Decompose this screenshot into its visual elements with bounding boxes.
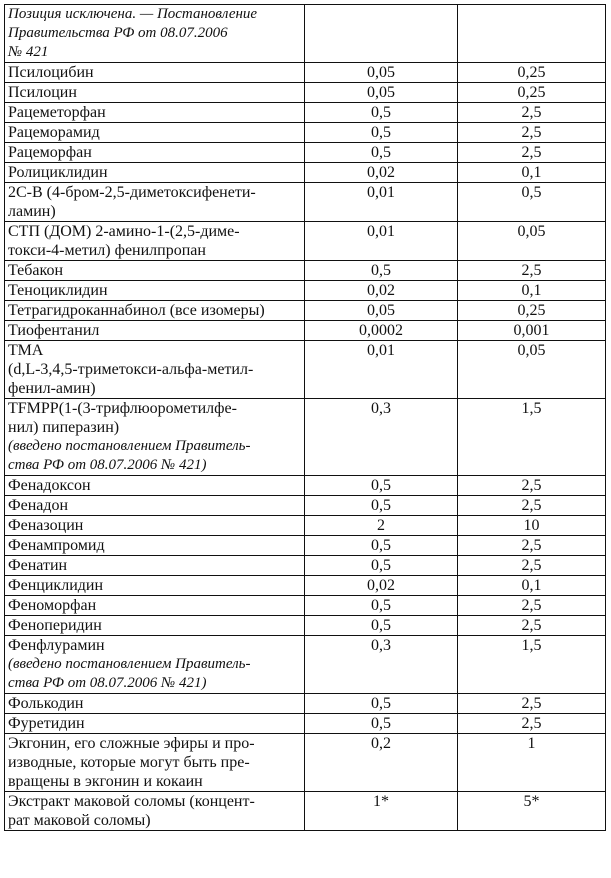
substance-name-cell bbox=[5, 321, 305, 341]
large-amount-cell: 0,25 bbox=[458, 83, 606, 103]
amendment-note-line: ства РФ от 08.07.2006 № 421) bbox=[8, 675, 207, 691]
large-amount-cell: 0,05 bbox=[458, 341, 606, 399]
large-amount-cell: 0,1 bbox=[458, 163, 606, 183]
substance-name-line: Феназоцин bbox=[8, 517, 84, 534]
substance-name-cell bbox=[5, 399, 305, 476]
significant-amount-cell: 0,01 bbox=[305, 222, 458, 261]
table-row bbox=[5, 496, 606, 516]
substance-name-line: СТП (ДОМ) 2-амино-1-(2,5-диме- bbox=[8, 223, 240, 240]
narcotics-table bbox=[4, 4, 606, 831]
large-amount-cell: 2,5 bbox=[458, 694, 606, 714]
substance-name-cell bbox=[5, 636, 305, 694]
substance-name-line: Рацеморамид bbox=[8, 124, 100, 141]
substance-name-cell bbox=[5, 496, 305, 516]
substance-name-line: Псилоцибин bbox=[8, 64, 94, 81]
table-body bbox=[5, 5, 606, 831]
significant-amount-cell: 0,5 bbox=[305, 616, 458, 636]
amendment-note-line: ства РФ от 08.07.2006 № 421) bbox=[8, 457, 207, 473]
significant-amount-cell: 0,5 bbox=[305, 496, 458, 516]
large-amount-cell: 0,25 bbox=[458, 301, 606, 321]
substance-name-cell bbox=[5, 143, 305, 163]
table-row bbox=[5, 399, 606, 476]
substance-name-line: изводные, которые могут быть пре- bbox=[8, 754, 250, 771]
substance-name-line: Тетрагидроканнабинол (все изомеры) bbox=[8, 302, 265, 319]
substance-name-cell bbox=[5, 792, 305, 831]
large-amount-cell: 1 bbox=[458, 734, 606, 792]
substance-name-line: Рацеметорфан bbox=[8, 104, 106, 121]
substance-name-line: вращены в экгонин и кокаин bbox=[8, 773, 203, 790]
substance-name-cell bbox=[5, 261, 305, 281]
significant-amount-cell: 0,0002 bbox=[305, 321, 458, 341]
large-amount-cell: 2,5 bbox=[458, 496, 606, 516]
large-amount-cell: 2,5 bbox=[458, 476, 606, 496]
substance-name-line: Фенадон bbox=[8, 497, 69, 514]
table-row bbox=[5, 792, 606, 831]
table-row bbox=[5, 321, 606, 341]
significant-amount-cell: 1* bbox=[305, 792, 458, 831]
substance-name-cell bbox=[5, 63, 305, 83]
table-row bbox=[5, 536, 606, 556]
substance-name-cell bbox=[5, 183, 305, 222]
large-amount-cell: 2,5 bbox=[458, 536, 606, 556]
substance-name-cell bbox=[5, 694, 305, 714]
significant-amount-cell: 0,5 bbox=[305, 143, 458, 163]
substance-name-line: Ролициклидин bbox=[8, 164, 108, 181]
significant-amount-cell: 0,5 bbox=[305, 261, 458, 281]
substance-name-cell bbox=[5, 476, 305, 496]
substance-name-line: TFMPP(1-(3-трифлюорометилфе- bbox=[8, 400, 237, 417]
amendment-note-line: (введено постановлением Правитель- bbox=[8, 438, 251, 454]
significant-amount-cell: 0,02 bbox=[305, 281, 458, 301]
substance-name-cell bbox=[5, 103, 305, 123]
excluded-position-note bbox=[5, 5, 305, 63]
substance-name-line: Фенадоксон bbox=[8, 477, 91, 494]
substance-name-line: Тебакон bbox=[8, 262, 64, 279]
substance-name-line: Фенампромид bbox=[8, 537, 105, 554]
large-amount-cell: 2,5 bbox=[458, 616, 606, 636]
significant-amount-cell: 0,05 bbox=[305, 63, 458, 83]
significant-amount-cell: 0,05 bbox=[305, 83, 458, 103]
substance-name-cell bbox=[5, 734, 305, 792]
significant-amount-cell: 2 bbox=[305, 516, 458, 536]
table-row bbox=[5, 694, 606, 714]
table-row bbox=[5, 183, 606, 222]
substance-name-line: Фенатин bbox=[8, 557, 68, 574]
substance-name-line: (d,L-3,4,5-триметокси-альфа-метил- bbox=[8, 361, 254, 378]
table-row bbox=[5, 143, 606, 163]
large-amount-cell: 0,1 bbox=[458, 281, 606, 301]
large-amount-cell: 0,05 bbox=[458, 222, 606, 261]
substance-name-cell bbox=[5, 536, 305, 556]
significant-amount-cell: 0,01 bbox=[305, 341, 458, 399]
header-note-row bbox=[5, 5, 606, 63]
table-row bbox=[5, 516, 606, 536]
significant-amount-cell: 0,05 bbox=[305, 301, 458, 321]
note-line: Позиция исключена. — Постановление bbox=[8, 6, 258, 22]
substance-name-line: Теноциклидин bbox=[8, 282, 108, 299]
large-amount-cell: 2,5 bbox=[458, 103, 606, 123]
substance-name-cell bbox=[5, 281, 305, 301]
table-row bbox=[5, 281, 606, 301]
significant-amount-cell: 0,5 bbox=[305, 596, 458, 616]
substance-name-line: Фенфлурамин bbox=[8, 637, 105, 654]
table-row bbox=[5, 596, 606, 616]
substance-name-cell bbox=[5, 616, 305, 636]
table-row bbox=[5, 123, 606, 143]
substance-name-line: Экгонин, его сложные эфиры и про- bbox=[8, 735, 255, 752]
empty-cell bbox=[305, 5, 458, 63]
large-amount-cell: 5* bbox=[458, 792, 606, 831]
large-amount-cell: 0,25 bbox=[458, 63, 606, 83]
substance-name-cell bbox=[5, 341, 305, 399]
empty-cell bbox=[458, 5, 606, 63]
significant-amount-cell: 0,5 bbox=[305, 694, 458, 714]
substance-name-line: ламин) bbox=[8, 203, 56, 220]
significant-amount-cell: 0,5 bbox=[305, 103, 458, 123]
substance-name-line: Тиофентанил bbox=[8, 322, 100, 339]
significant-amount-cell: 0,5 bbox=[305, 714, 458, 734]
substance-name-cell bbox=[5, 556, 305, 576]
large-amount-cell: 1,5 bbox=[458, 399, 606, 476]
substance-name-line: Фенциклидин bbox=[8, 577, 104, 594]
table-row bbox=[5, 714, 606, 734]
substance-name-line: 2С-В (4-бром-2,5-диметоксифенети- bbox=[8, 184, 256, 201]
table-row bbox=[5, 616, 606, 636]
substance-name-cell bbox=[5, 301, 305, 321]
table-row bbox=[5, 261, 606, 281]
substance-name-line: рат маковой соломы) bbox=[8, 812, 151, 829]
substance-name-line: нил) пиперазин) bbox=[8, 419, 120, 436]
table-row bbox=[5, 556, 606, 576]
significant-amount-cell: 0,3 bbox=[305, 636, 458, 694]
substance-name-line: Феноперидин bbox=[8, 617, 102, 634]
substance-name-cell bbox=[5, 596, 305, 616]
substance-name-cell bbox=[5, 163, 305, 183]
table-row bbox=[5, 83, 606, 103]
large-amount-cell: 0,001 bbox=[458, 321, 606, 341]
significant-amount-cell: 0,2 bbox=[305, 734, 458, 792]
large-amount-cell: 10 bbox=[458, 516, 606, 536]
table-row bbox=[5, 476, 606, 496]
substance-name-line: Фуретидин bbox=[8, 715, 85, 732]
table-row bbox=[5, 222, 606, 261]
substance-name-cell bbox=[5, 714, 305, 734]
table-row bbox=[5, 163, 606, 183]
large-amount-cell: 0,5 bbox=[458, 183, 606, 222]
significant-amount-cell: 0,5 bbox=[305, 556, 458, 576]
substance-name-line: фенил-амин) bbox=[8, 380, 96, 397]
large-amount-cell: 2,5 bbox=[458, 123, 606, 143]
substance-name-cell bbox=[5, 123, 305, 143]
table-row bbox=[5, 103, 606, 123]
note-line: Правительства РФ от 08.07.2006 bbox=[8, 25, 228, 41]
table-row bbox=[5, 301, 606, 321]
large-amount-cell: 2,5 bbox=[458, 143, 606, 163]
large-amount-cell: 1,5 bbox=[458, 636, 606, 694]
amendment-note-line: (введено постановлением Правитель- bbox=[8, 656, 251, 672]
table-row bbox=[5, 734, 606, 792]
table-row bbox=[5, 63, 606, 83]
significant-amount-cell: 0,01 bbox=[305, 183, 458, 222]
table-row bbox=[5, 576, 606, 596]
significant-amount-cell: 0,02 bbox=[305, 163, 458, 183]
substance-name-cell bbox=[5, 222, 305, 261]
significant-amount-cell: 0,5 bbox=[305, 476, 458, 496]
substance-name-cell bbox=[5, 516, 305, 536]
large-amount-cell: 2,5 bbox=[458, 714, 606, 734]
significant-amount-cell: 0,3 bbox=[305, 399, 458, 476]
significant-amount-cell: 0,5 bbox=[305, 123, 458, 143]
substance-name-line: Фолькодин bbox=[8, 695, 84, 712]
substance-name-line: Экстракт маковой соломы (концент- bbox=[8, 793, 255, 810]
significant-amount-cell: 0,02 bbox=[305, 576, 458, 596]
substance-name-cell bbox=[5, 83, 305, 103]
substance-name-line: ТМА bbox=[8, 342, 44, 359]
large-amount-cell: 2,5 bbox=[458, 596, 606, 616]
substance-name-line: Феноморфан bbox=[8, 597, 97, 614]
substance-name-line: Рацеморфан bbox=[8, 144, 92, 161]
table-row bbox=[5, 341, 606, 399]
significant-amount-cell: 0,5 bbox=[305, 536, 458, 556]
substance-name-line: токси-4-метил) фенилпропан bbox=[8, 242, 206, 259]
table-row bbox=[5, 636, 606, 694]
substance-name-cell bbox=[5, 576, 305, 596]
large-amount-cell: 2,5 bbox=[458, 261, 606, 281]
note-line: № 421 bbox=[8, 44, 49, 60]
large-amount-cell: 2,5 bbox=[458, 556, 606, 576]
large-amount-cell: 0,1 bbox=[458, 576, 606, 596]
substance-name-line: Псилоцин bbox=[8, 84, 77, 101]
